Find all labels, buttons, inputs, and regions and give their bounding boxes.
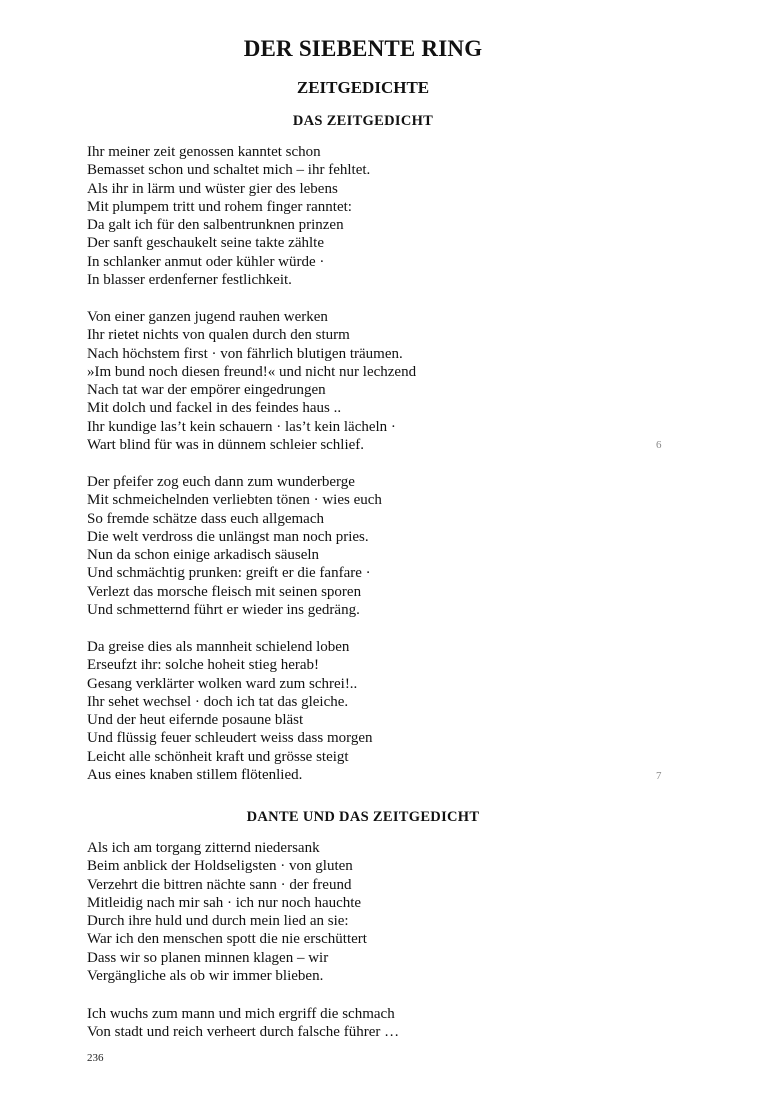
section-title: ZEITGEDICHTE bbox=[296, 78, 430, 97]
book-title: DER SIEBENTE RING bbox=[243, 36, 483, 61]
stanza bbox=[87, 839, 367, 985]
verse-line: In blasser erdenferner festlichkeit. bbox=[87, 272, 292, 289]
verse-line: Ihr meiner zeit genossen kanntet schon bbox=[87, 144, 321, 160]
verse-line: Und schmächtig prunken: greift er die fanfare · bbox=[87, 565, 371, 582]
verse-line: Ihr rietet nichts von qualen durch den sturm bbox=[87, 327, 350, 344]
verse-line: Mitleidig nach mir sah · ich nur noch hauchte bbox=[87, 894, 362, 911]
verse-line: Erseufzt ihr: solche hoheit stieg herab! bbox=[87, 657, 320, 674]
stanza bbox=[87, 143, 370, 289]
verse-line: Beim anblick der Holdseligsten · von gluten bbox=[87, 858, 353, 875]
verse-line: Und der heut eifernde posaune bläst bbox=[87, 712, 304, 729]
stanza bbox=[87, 1005, 399, 1042]
marginal-number: 6 bbox=[656, 439, 662, 451]
verse-line: Da galt ich für den salbentrunknen prinzen bbox=[87, 217, 344, 234]
verse-line: Aus eines knaben stillem flötenlied. bbox=[87, 767, 303, 784]
verse-line: Wart blind für was in dünnem schleier schlief. bbox=[87, 437, 365, 454]
verse-line: Bemasset schon und schaltet mich – ihr fehltet. bbox=[87, 162, 371, 179]
stanza bbox=[87, 308, 416, 454]
verse-line: »Im bund noch diesen freund!« und nicht nur lechzend bbox=[87, 363, 417, 380]
verse-line: Als ich am torgang zitternd niedersank bbox=[87, 840, 320, 856]
verse-line: Nun da schon einige arkadisch säuseln bbox=[87, 547, 320, 564]
stanza bbox=[87, 473, 382, 619]
poem-title: DANTE UND DAS ZEITGEDICHT bbox=[246, 809, 480, 825]
verse-line: Und schmetternd führt er wieder ins gedräng. bbox=[87, 602, 360, 619]
verse-line: So fremde schätze dass euch allgemach bbox=[87, 510, 324, 527]
verse-line: Mit dolch und fackel in des feindes haus .. bbox=[87, 400, 342, 417]
stanza bbox=[87, 638, 373, 784]
verse-line: Als ihr in lärm und wüster gier des lebens bbox=[87, 180, 338, 197]
marginal-number: 7 bbox=[656, 770, 662, 782]
verse-line: Verlezt das morsche fleisch mit seinen sporen bbox=[87, 583, 362, 600]
page-number: 236 bbox=[87, 1052, 104, 1064]
verse-line: Leicht alle schönheit kraft und grösse steigt bbox=[87, 748, 349, 765]
verse-line: Und flüssig feuer schleudert weiss dass morgen bbox=[87, 730, 373, 747]
verse-line: Ich wuchs zum mann und mich ergriff die schmach bbox=[87, 1006, 395, 1022]
verse-line: Mit plumpem tritt und rohem finger ranntet: bbox=[87, 198, 352, 215]
verse-line: Von einer ganzen jugend rauhen werken bbox=[87, 309, 328, 325]
verse-line: Vergängliche als ob wir immer blieben. bbox=[87, 968, 324, 985]
verse-line: Durch ihre huld und durch mein lied an sie: bbox=[87, 913, 349, 930]
verse-line: Der sanft geschaukelt seine takte zählte bbox=[87, 235, 324, 252]
verse-line: Da greise dies als mannheit schielend loben bbox=[87, 639, 350, 655]
poem-title: DAS ZEITGEDICHT bbox=[292, 113, 434, 129]
verse-line: Ihr kundige las’t kein schauern · las’t kein lächeln · bbox=[87, 418, 396, 435]
verse-line: Der pfeifer zog euch dann zum wunderberge bbox=[87, 474, 355, 490]
verse-line: Die welt verdross die unlängst man noch pries. bbox=[87, 528, 369, 545]
verse-line: War ich den menschen spott die nie erschüttert bbox=[87, 931, 367, 948]
verse-line: Nach tat war der empörer eingedrungen bbox=[87, 382, 326, 399]
verse-line: Nach höchstem first · von fährlich blutigen träumen. bbox=[87, 345, 403, 362]
verse-line: Verzehrt die bittren nächte sann · der freund bbox=[87, 876, 352, 893]
verse-line: Von stadt und reich verheert durch falsche führer … bbox=[87, 1024, 400, 1041]
verse-line: Ihr sehet wechsel · doch ich tat das gleiche. bbox=[87, 693, 349, 710]
verse-line: In schlanker anmut oder kühler würde · bbox=[87, 253, 325, 270]
verse-line: Dass wir so planen minnen klagen – wir bbox=[87, 949, 329, 966]
verse-line: Mit schmeichelnden verliebten tönen · wies euch bbox=[87, 492, 382, 509]
verse-line: Gesang verklärter wolken ward zum schrei!.. bbox=[87, 675, 358, 692]
